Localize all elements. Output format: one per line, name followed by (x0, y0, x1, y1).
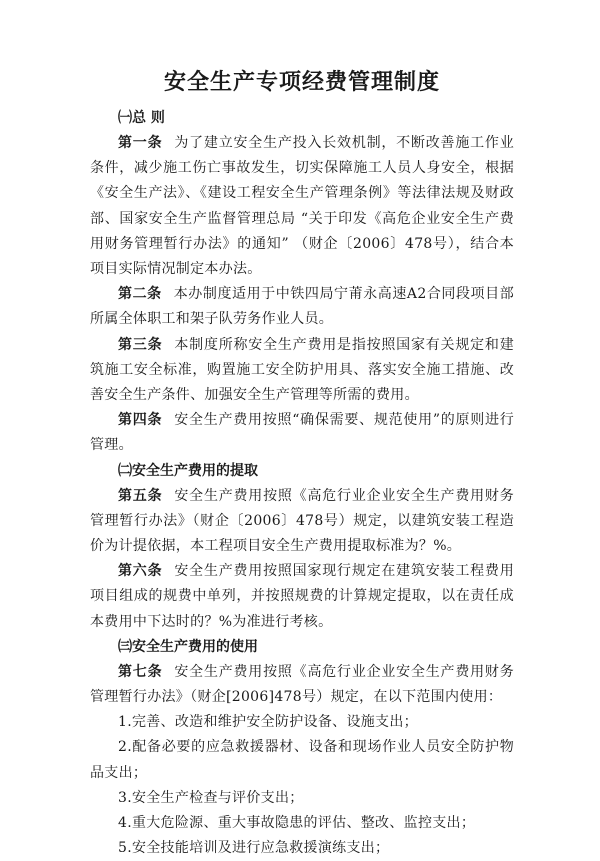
list-item: 1.完善、改造和维护安全防护设备、设施支出； (118, 714, 418, 731)
article-text: 安全生产费用按照《高危行业企业安全生产费用财务管理暂行办法》（财企[2006]478号）规定，在以下范围内使用： (90, 663, 514, 706)
article-5 (90, 484, 514, 560)
article-text: 安全生产费用按照《高危行业企业安全生产费用财务管理暂行办法》（财企〔2006〕478号）规定，以建筑安装工程造价为计提依据，本工程项目安全生产费用提取标准为？%。 (90, 487, 514, 555)
list-item: 4.重大危险源、重大事故隐患的评估、整改、监控支出； (118, 815, 476, 832)
article-label: 第一条 (118, 135, 163, 151)
article-6 (90, 559, 514, 635)
article-1 (90, 131, 514, 282)
article-7 (90, 660, 514, 710)
section-heading-fee-usage: ㈢安全生产费用的使用 (118, 638, 258, 655)
article-label: 第三条 (118, 336, 163, 353)
article-label: 第七条 (118, 663, 163, 680)
article-text: 本制度所称安全生产费用是指按照国家有关规定和建筑施工安全标准，购置施工安全防护用具、落实安全施工措施、改善安全生产条件、加强安全生产管理等所需的费用。 (90, 336, 514, 404)
article-text: 为了建立安全生产投入长效机制，不断改善施工作业条件，减少施工伤亡事故发生，切实保障施工人员人身安全，根据《安全生产法》、《建设工程安全生产管理条例》等法律法规及财政部、国家安全生产监督管理总局 “关于印发《高危企业安全生产费用财务管理暂行办法》的通知” （财企〔2006〕478号），结合本项目实际情况制定本办法。 (90, 135, 514, 278)
article-label: 第六条 (118, 563, 163, 580)
document-title: 安全生产专项经费管理制度 (163, 70, 440, 95)
list-item: 3.安全生产检查与评价支出； (118, 789, 304, 806)
article-4 (90, 408, 514, 458)
article-text: 安全生产费用按照国家现行规定在建筑安装工程费用项目组成的规费中单列，并按照规费的计算规定提取，以在责任成本费用中下达时的？%为准进行考核。 (90, 563, 514, 630)
list-item: 5.安全技能培训及进行应急救援演练支出； (118, 840, 390, 857)
section-heading-general: ㈠总 则 (118, 110, 165, 126)
article-label: 第五条 (118, 487, 163, 504)
article-3 (90, 333, 514, 409)
list-item: 2.配备必要的应急救援器材、设备和现场作业人员安全防护物品支出； (90, 739, 514, 781)
article-text: 安全生产费用按照“确保需要、规范使用”的原则进行管理。 (90, 412, 515, 454)
article-label: 第四条 (118, 412, 163, 429)
article-2 (90, 282, 514, 332)
article-text: 本办制度适用于中铁四局宁莆永高速A2合同段项目部所属全体职工和架子队劳务作业人员。 (90, 286, 515, 328)
section-heading-fee-extraction: ㈡安全生产费用的提取 (118, 462, 258, 479)
article-label: 第二条 (118, 286, 162, 303)
